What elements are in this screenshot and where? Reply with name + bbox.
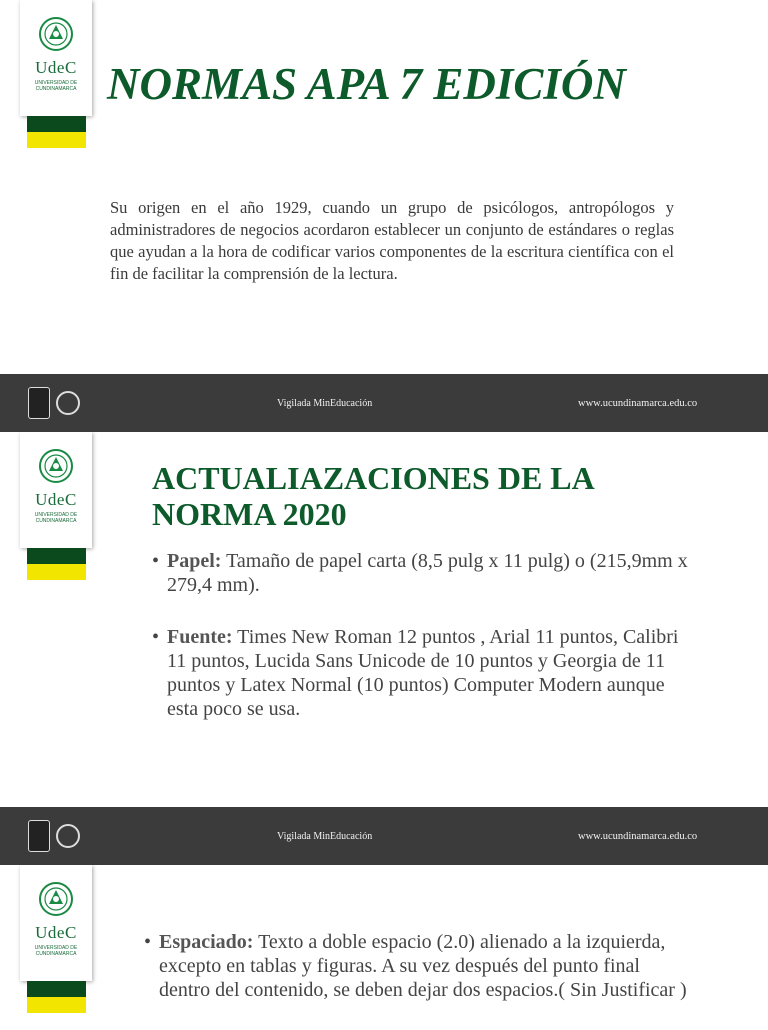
logo-band-green	[27, 981, 86, 997]
logo-band-yellow	[27, 997, 86, 1013]
mineducacion-badge-icon	[28, 387, 50, 419]
intro-paragraph: Su origen en el año 1929, cuando un grupo de psicólogos, antropólogos y administradores de negocios acordaron establecer un conjunto de estándares o reglas que ayudan a la hora de codificar varios componentes de la escritura científica con el fin de facilitar la comprensión de la lectura.	[110, 198, 674, 283]
logo-band-green	[27, 116, 86, 132]
bullet-espaciado	[144, 930, 694, 1002]
udec-logo	[20, 0, 92, 116]
bullet-label: Papel:	[167, 550, 222, 572]
logo-subtitle-line-2: CUNDINAMARCA	[35, 951, 77, 957]
logo-subtitle-line-1: UNIVERSIDAD DE	[34, 512, 78, 518]
footer-vigilada-text: Vigilada MinEducación	[277, 831, 373, 842]
logo-subtitle	[20, 945, 92, 957]
logo-subtitle	[20, 80, 92, 92]
logo-band-green	[27, 548, 86, 564]
slide-1	[0, 0, 768, 374]
bullet-text: Times New Roman 12 puntos , Arial 11 puntos, Calibri 11 puntos, Lucida Sans Unicode de 10 puntos y Georgia de 11 puntos y Latex Normal (10 puntos) Computer Modern aunque esta poco se usa.	[167, 626, 679, 720]
logo-subtitle	[20, 512, 92, 524]
accreditation-seal-icon	[56, 391, 80, 415]
university-seal-icon	[38, 14, 74, 54]
bullet-fuente	[152, 625, 692, 721]
bullet-dot-icon: •	[152, 626, 160, 648]
mineducacion-badge-icon	[28, 820, 50, 852]
logo-wordmark: UdeC	[35, 490, 77, 509]
footer-website-link[interactable]: www.ucundinamarca.edu.co	[578, 831, 698, 842]
bullet-label: Fuente:	[167, 626, 233, 648]
accreditation-seal-icon	[56, 824, 80, 848]
logo-band-yellow	[27, 564, 86, 580]
university-seal-icon	[38, 879, 74, 919]
bullet-dot-icon: •	[144, 931, 152, 953]
logo-wordmark: UdeC	[35, 58, 77, 77]
bullet-text: Tamaño de papel carta (8,5 pulg x 11 pulg) o (215,9mm x 279,4 mm).	[167, 550, 688, 596]
logo-subtitle-line-1: UNIVERSIDAD DE	[34, 945, 78, 951]
slide-2-title: ACTUALIAZACIONES DE LA NORMA 2020	[152, 460, 593, 532]
slide-title: NORMAS APA 7 EDICIÓN	[107, 59, 626, 109]
udec-logo	[20, 432, 92, 548]
logo-subtitle-line-1: UNIVERSIDAD DE	[34, 80, 78, 86]
slide-footer	[0, 374, 768, 432]
footer-website-link[interactable]: www.ucundinamarca.edu.co	[578, 398, 698, 409]
footer-vigilada-text: Vigilada MinEducación	[277, 398, 373, 409]
bullet-label: Espaciado:	[159, 931, 254, 953]
logo-subtitle-line-2: CUNDINAMARCA	[35, 518, 77, 524]
bullet-text: Texto a doble espacio (2.0) alienado a la izquierda, excepto en tablas y figuras. A su vez después del punto final dentro del contenido, se deben dejar dos espacios.( Sin Justificar )	[159, 931, 687, 1001]
udec-logo	[20, 865, 92, 981]
bullet-dot-icon: •	[152, 550, 160, 572]
logo-band-yellow	[27, 132, 86, 148]
university-seal-icon	[38, 446, 74, 486]
slide-2-bullet-list	[152, 549, 692, 749]
slide-footer	[0, 807, 768, 865]
bullet-papel	[152, 549, 692, 597]
logo-subtitle-line-2: CUNDINAMARCA	[35, 86, 77, 92]
logo-wordmark: UdeC	[35, 923, 77, 942]
slide-3-bullet-list	[144, 930, 694, 1030]
